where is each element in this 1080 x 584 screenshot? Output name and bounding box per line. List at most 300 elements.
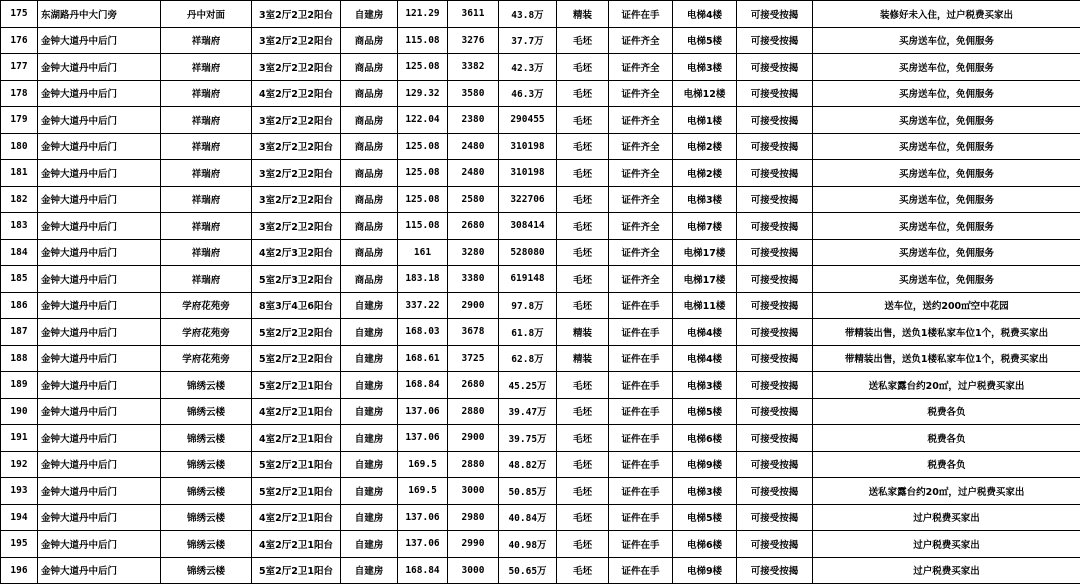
cell-unit-price: 2380 [448, 107, 499, 134]
cell-total-price: 308414 [499, 213, 557, 240]
cell-layout: 4室2厅2卫2阳台 [252, 80, 341, 107]
cell-certificate: 证件在手 [609, 425, 673, 452]
cell-layout: 3室2厅2卫2阳台 [252, 54, 341, 81]
cell-layout: 4室2厅2卫1阳台 [252, 398, 341, 425]
cell-row-number: 178 [1, 80, 38, 107]
cell-community: 祥瑞府 [161, 186, 252, 213]
cell-remarks: 买房送车位，免佣服务 [813, 107, 1080, 134]
cell-certificate: 证件齐全 [609, 107, 673, 134]
table-row [1, 398, 1080, 425]
cell-decoration: 毛坯 [557, 133, 609, 160]
cell-layout: 3室2厅2卫2阳台 [252, 27, 341, 54]
cell-total-price: 46.3万 [499, 80, 557, 107]
cell-certificate: 证件齐全 [609, 133, 673, 160]
cell-mortgage: 可接受按揭 [737, 186, 813, 213]
cell-mortgage: 可接受按揭 [737, 531, 813, 558]
cell-location: 金钟大道丹中后门 [38, 160, 161, 187]
cell-mortgage: 可接受按揭 [737, 319, 813, 346]
cell-community: 学府花苑旁 [161, 319, 252, 346]
cell-row-number: 195 [1, 531, 38, 558]
cell-mortgage: 可接受按揭 [737, 27, 813, 54]
cell-total-price: 42.3万 [499, 54, 557, 81]
cell-total-price: 310198 [499, 133, 557, 160]
cell-remarks: 带精装出售，送负1楼私家车位1个，税费买家出 [813, 345, 1080, 372]
cell-location: 金钟大道丹中后门 [38, 266, 161, 293]
cell-decoration: 毛坯 [557, 478, 609, 505]
cell-remarks: 买房送车位，免佣服务 [813, 27, 1080, 54]
cell-total-price: 37.7万 [499, 27, 557, 54]
cell-total-price: 62.8万 [499, 345, 557, 372]
cell-floor: 电梯7楼 [673, 213, 737, 240]
cell-property-type: 商品房 [341, 54, 398, 81]
cell-community: 锦绣云楼 [161, 504, 252, 531]
cell-total-price: 40.98万 [499, 531, 557, 558]
cell-total-price: 40.84万 [499, 504, 557, 531]
cell-location: 金钟大道丹中后门 [38, 372, 161, 399]
cell-community: 祥瑞府 [161, 213, 252, 240]
table-row [1, 54, 1080, 81]
cell-area: 125.08 [398, 54, 448, 81]
cell-total-price: 39.47万 [499, 398, 557, 425]
table-row [1, 133, 1080, 160]
cell-property-type: 自建房 [341, 319, 398, 346]
cell-row-number: 182 [1, 186, 38, 213]
cell-decoration: 毛坯 [557, 80, 609, 107]
cell-floor: 电梯4楼 [673, 319, 737, 346]
table-row [1, 1, 1080, 28]
cell-property-type: 自建房 [341, 531, 398, 558]
cell-layout: 5室2厅2卫2阳台 [252, 345, 341, 372]
cell-layout: 5室2厅2卫1阳台 [252, 451, 341, 478]
cell-location: 东湖路丹中大门旁 [38, 1, 161, 28]
table-row [1, 239, 1080, 266]
cell-remarks: 买房送车位，免佣服务 [813, 133, 1080, 160]
table-row [1, 292, 1080, 319]
cell-mortgage: 可接受按揭 [737, 266, 813, 293]
cell-certificate: 证件齐全 [609, 80, 673, 107]
cell-floor: 电梯11楼 [673, 292, 737, 319]
cell-layout: 3室2厅2卫2阳台 [252, 213, 341, 240]
cell-layout: 4室2厅2卫1阳台 [252, 531, 341, 558]
cell-property-type: 商品房 [341, 213, 398, 240]
cell-property-type: 商品房 [341, 186, 398, 213]
cell-floor: 电梯12楼 [673, 80, 737, 107]
cell-community: 祥瑞府 [161, 80, 252, 107]
cell-floor: 电梯6楼 [673, 425, 737, 452]
cell-layout: 4室2厅2卫1阳台 [252, 504, 341, 531]
cell-property-type: 自建房 [341, 345, 398, 372]
cell-floor: 电梯17楼 [673, 239, 737, 266]
cell-mortgage: 可接受按揭 [737, 398, 813, 425]
cell-total-price: 619148 [499, 266, 557, 293]
cell-row-number: 175 [1, 1, 38, 28]
cell-certificate: 证件齐全 [609, 160, 673, 187]
cell-area: 169.5 [398, 451, 448, 478]
cell-floor: 电梯5楼 [673, 27, 737, 54]
cell-mortgage: 可接受按揭 [737, 345, 813, 372]
cell-total-price: 322706 [499, 186, 557, 213]
table-row [1, 319, 1080, 346]
cell-row-number: 187 [1, 319, 38, 346]
cell-location: 金钟大道丹中后门 [38, 451, 161, 478]
cell-unit-price: 2880 [448, 451, 499, 478]
cell-decoration: 精装 [557, 345, 609, 372]
cell-floor: 电梯9楼 [673, 557, 737, 584]
cell-area: 121.29 [398, 1, 448, 28]
cell-total-price: 39.75万 [499, 425, 557, 452]
cell-layout: 5室2厅3卫2阳台 [252, 266, 341, 293]
table-row [1, 160, 1080, 187]
cell-remarks: 装修好未入住，过户税费买家出 [813, 1, 1080, 28]
cell-property-type: 商品房 [341, 133, 398, 160]
cell-unit-price: 3725 [448, 345, 499, 372]
cell-row-number: 186 [1, 292, 38, 319]
cell-area: 125.08 [398, 160, 448, 187]
cell-total-price: 97.8万 [499, 292, 557, 319]
cell-floor: 电梯3楼 [673, 372, 737, 399]
cell-floor: 电梯6楼 [673, 531, 737, 558]
cell-remarks: 过户税费买家出 [813, 504, 1080, 531]
cell-layout: 5室2厅2卫2阳台 [252, 319, 341, 346]
cell-location: 金钟大道丹中后门 [38, 319, 161, 346]
cell-unit-price: 3280 [448, 239, 499, 266]
cell-floor: 电梯3楼 [673, 54, 737, 81]
cell-mortgage: 可接受按揭 [737, 478, 813, 505]
cell-unit-price: 3000 [448, 478, 499, 505]
cell-location: 金钟大道丹中后门 [38, 425, 161, 452]
cell-mortgage: 可接受按揭 [737, 372, 813, 399]
cell-row-number: 193 [1, 478, 38, 505]
cell-location: 金钟大道丹中后门 [38, 292, 161, 319]
cell-unit-price: 2900 [448, 292, 499, 319]
cell-area: 161 [398, 239, 448, 266]
cell-decoration: 毛坯 [557, 292, 609, 319]
cell-remarks: 过户税费买家出 [813, 531, 1080, 558]
cell-unit-price: 3380 [448, 266, 499, 293]
cell-mortgage: 可接受按揭 [737, 292, 813, 319]
cell-location: 金钟大道丹中后门 [38, 54, 161, 81]
cell-floor: 电梯2楼 [673, 160, 737, 187]
cell-certificate: 证件在手 [609, 319, 673, 346]
cell-location: 金钟大道丹中后门 [38, 398, 161, 425]
cell-decoration: 毛坯 [557, 504, 609, 531]
cell-total-price: 48.82万 [499, 451, 557, 478]
cell-row-number: 180 [1, 133, 38, 160]
cell-layout: 4室2厅3卫2阳台 [252, 239, 341, 266]
cell-row-number: 179 [1, 107, 38, 134]
cell-floor: 电梯2楼 [673, 133, 737, 160]
cell-area: 137.06 [398, 504, 448, 531]
cell-remarks: 买房送车位，免佣服务 [813, 266, 1080, 293]
cell-area: 122.04 [398, 107, 448, 134]
cell-certificate: 证件在手 [609, 292, 673, 319]
cell-total-price: 310198 [499, 160, 557, 187]
table-row [1, 478, 1080, 505]
cell-area: 337.22 [398, 292, 448, 319]
cell-remarks: 税费各负 [813, 425, 1080, 452]
cell-property-type: 自建房 [341, 1, 398, 28]
cell-unit-price: 2680 [448, 213, 499, 240]
cell-unit-price: 3611 [448, 1, 499, 28]
cell-unit-price: 3276 [448, 27, 499, 54]
cell-remarks: 税费各负 [813, 451, 1080, 478]
table-row [1, 27, 1080, 54]
cell-decoration: 毛坯 [557, 451, 609, 478]
cell-remarks: 买房送车位，免佣服务 [813, 80, 1080, 107]
cell-location: 金钟大道丹中后门 [38, 213, 161, 240]
cell-property-type: 自建房 [341, 292, 398, 319]
cell-mortgage: 可接受按揭 [737, 1, 813, 28]
cell-certificate: 证件齐全 [609, 27, 673, 54]
cell-certificate: 证件在手 [609, 557, 673, 584]
cell-property-type: 商品房 [341, 80, 398, 107]
cell-property-type: 自建房 [341, 478, 398, 505]
cell-property-type: 自建房 [341, 425, 398, 452]
cell-community: 祥瑞府 [161, 54, 252, 81]
cell-property-type: 自建房 [341, 504, 398, 531]
cell-row-number: 181 [1, 160, 38, 187]
cell-property-type: 自建房 [341, 398, 398, 425]
cell-decoration: 毛坯 [557, 266, 609, 293]
table-row [1, 425, 1080, 452]
cell-layout: 3室2厅2卫2阳台 [252, 1, 341, 28]
cell-remarks: 买房送车位，免佣服务 [813, 239, 1080, 266]
cell-location: 金钟大道丹中后门 [38, 531, 161, 558]
cell-area: 183.18 [398, 266, 448, 293]
cell-area: 125.08 [398, 186, 448, 213]
cell-property-type: 商品房 [341, 27, 398, 54]
cell-community: 锦绣云楼 [161, 478, 252, 505]
cell-property-type: 自建房 [341, 372, 398, 399]
cell-layout: 4室2厅2卫1阳台 [252, 425, 341, 452]
cell-row-number: 177 [1, 54, 38, 81]
cell-unit-price: 3000 [448, 557, 499, 584]
cell-layout: 3室2厅2卫2阳台 [252, 160, 341, 187]
cell-row-number: 191 [1, 425, 38, 452]
cell-property-type: 商品房 [341, 107, 398, 134]
table-row [1, 80, 1080, 107]
cell-decoration: 毛坯 [557, 398, 609, 425]
cell-area: 129.32 [398, 80, 448, 107]
cell-row-number: 192 [1, 451, 38, 478]
cell-community: 祥瑞府 [161, 160, 252, 187]
cell-remarks: 送车位，送约200㎡空中花园 [813, 292, 1080, 319]
table-row [1, 186, 1080, 213]
cell-remarks: 买房送车位，免佣服务 [813, 54, 1080, 81]
cell-mortgage: 可接受按揭 [737, 451, 813, 478]
cell-remarks: 送私家露台约20㎡，过户税费买家出 [813, 478, 1080, 505]
cell-decoration: 毛坯 [557, 186, 609, 213]
table-row [1, 372, 1080, 399]
cell-community: 锦绣云楼 [161, 425, 252, 452]
cell-certificate: 证件在手 [609, 372, 673, 399]
cell-decoration: 精装 [557, 1, 609, 28]
cell-row-number: 183 [1, 213, 38, 240]
cell-layout: 3室2厅2卫2阳台 [252, 107, 341, 134]
cell-area: 115.08 [398, 27, 448, 54]
cell-decoration: 毛坯 [557, 54, 609, 81]
cell-total-price: 43.8万 [499, 1, 557, 28]
cell-decoration: 毛坯 [557, 160, 609, 187]
cell-mortgage: 可接受按揭 [737, 54, 813, 81]
table-row [1, 451, 1080, 478]
cell-certificate: 证件齐全 [609, 266, 673, 293]
table-row [1, 504, 1080, 531]
cell-community: 学府花苑旁 [161, 292, 252, 319]
cell-decoration: 毛坯 [557, 557, 609, 584]
table-row [1, 531, 1080, 558]
cell-property-type: 商品房 [341, 239, 398, 266]
cell-row-number: 190 [1, 398, 38, 425]
cell-remarks: 过户税费买家出 [813, 557, 1080, 584]
cell-certificate: 证件齐全 [609, 54, 673, 81]
cell-area: 137.06 [398, 398, 448, 425]
cell-mortgage: 可接受按揭 [737, 239, 813, 266]
cell-mortgage: 可接受按揭 [737, 504, 813, 531]
cell-layout: 3室2厅2卫2阳台 [252, 186, 341, 213]
cell-layout: 5室2厅2卫1阳台 [252, 478, 341, 505]
cell-area: 168.84 [398, 557, 448, 584]
table-row [1, 107, 1080, 134]
cell-total-price: 290455 [499, 107, 557, 134]
cell-certificate: 证件齐全 [609, 186, 673, 213]
cell-unit-price: 3580 [448, 80, 499, 107]
table-row [1, 345, 1080, 372]
cell-decoration: 毛坯 [557, 239, 609, 266]
cell-location: 金钟大道丹中后门 [38, 27, 161, 54]
cell-mortgage: 可接受按揭 [737, 213, 813, 240]
cell-certificate: 证件在手 [609, 345, 673, 372]
cell-floor: 电梯5楼 [673, 398, 737, 425]
cell-location: 金钟大道丹中后门 [38, 133, 161, 160]
cell-community: 祥瑞府 [161, 239, 252, 266]
cell-remarks: 买房送车位，免佣服务 [813, 213, 1080, 240]
cell-total-price: 61.8万 [499, 319, 557, 346]
cell-mortgage: 可接受按揭 [737, 133, 813, 160]
cell-certificate: 证件在手 [609, 398, 673, 425]
cell-community: 学府花苑旁 [161, 345, 252, 372]
cell-location: 金钟大道丹中后门 [38, 345, 161, 372]
cell-property-type: 自建房 [341, 557, 398, 584]
cell-property-type: 自建房 [341, 451, 398, 478]
cell-unit-price: 2990 [448, 531, 499, 558]
cell-row-number: 184 [1, 239, 38, 266]
cell-row-number: 196 [1, 557, 38, 584]
cell-certificate: 证件在手 [609, 504, 673, 531]
cell-certificate: 证件在手 [609, 531, 673, 558]
cell-mortgage: 可接受按揭 [737, 557, 813, 584]
cell-community: 锦绣云楼 [161, 531, 252, 558]
cell-floor: 电梯17楼 [673, 266, 737, 293]
cell-remarks: 买房送车位，免佣服务 [813, 186, 1080, 213]
cell-community: 祥瑞府 [161, 107, 252, 134]
cell-community: 锦绣云楼 [161, 451, 252, 478]
cell-unit-price: 2580 [448, 186, 499, 213]
cell-floor: 电梯4楼 [673, 345, 737, 372]
cell-total-price: 528080 [499, 239, 557, 266]
cell-area: 168.84 [398, 372, 448, 399]
cell-unit-price: 2480 [448, 160, 499, 187]
cell-area: 125.08 [398, 133, 448, 160]
cell-row-number: 188 [1, 345, 38, 372]
cell-unit-price: 2680 [448, 372, 499, 399]
cell-location: 金钟大道丹中后门 [38, 478, 161, 505]
cell-layout: 8室3厅4卫6阳台 [252, 292, 341, 319]
cell-property-type: 商品房 [341, 266, 398, 293]
cell-mortgage: 可接受按揭 [737, 425, 813, 452]
cell-unit-price: 3678 [448, 319, 499, 346]
cell-community: 锦绣云楼 [161, 398, 252, 425]
cell-community: 祥瑞府 [161, 266, 252, 293]
table-row [1, 213, 1080, 240]
cell-unit-price: 2480 [448, 133, 499, 160]
cell-location: 金钟大道丹中后门 [38, 107, 161, 134]
cell-row-number: 189 [1, 372, 38, 399]
cell-floor: 电梯5楼 [673, 504, 737, 531]
cell-area: 137.06 [398, 425, 448, 452]
cell-mortgage: 可接受按揭 [737, 80, 813, 107]
cell-mortgage: 可接受按揭 [737, 160, 813, 187]
cell-floor: 电梯9楼 [673, 451, 737, 478]
cell-certificate: 证件在手 [609, 478, 673, 505]
cell-community: 祥瑞府 [161, 133, 252, 160]
cell-area: 137.06 [398, 531, 448, 558]
table-row [1, 557, 1080, 584]
cell-unit-price: 2980 [448, 504, 499, 531]
cell-area: 168.61 [398, 345, 448, 372]
cell-unit-price: 2900 [448, 425, 499, 452]
cell-certificate: 证件齐全 [609, 213, 673, 240]
cell-row-number: 185 [1, 266, 38, 293]
cell-location: 金钟大道丹中后门 [38, 186, 161, 213]
listing-table-body [1, 1, 1080, 584]
cell-layout: 5室2厅2卫1阳台 [252, 372, 341, 399]
cell-floor: 电梯4楼 [673, 1, 737, 28]
cell-certificate: 证件在手 [609, 1, 673, 28]
cell-community: 祥瑞府 [161, 27, 252, 54]
cell-layout: 3室2厅2卫2阳台 [252, 133, 341, 160]
cell-row-number: 176 [1, 27, 38, 54]
table-row [1, 266, 1080, 293]
cell-decoration: 毛坯 [557, 27, 609, 54]
cell-community: 丹中对面 [161, 1, 252, 28]
cell-mortgage: 可接受按揭 [737, 107, 813, 134]
cell-remarks: 送私家露台约20㎡，过户税费买家出 [813, 372, 1080, 399]
cell-total-price: 50.85万 [499, 478, 557, 505]
cell-layout: 5室2厅2卫1阳台 [252, 557, 341, 584]
cell-floor: 电梯3楼 [673, 478, 737, 505]
cell-row-number: 194 [1, 504, 38, 531]
cell-decoration: 毛坯 [557, 107, 609, 134]
cell-total-price: 45.25万 [499, 372, 557, 399]
cell-certificate: 证件在手 [609, 451, 673, 478]
cell-location: 金钟大道丹中后门 [38, 557, 161, 584]
cell-unit-price: 3382 [448, 54, 499, 81]
cell-decoration: 毛坯 [557, 425, 609, 452]
cell-remarks: 带精装出售，送负1楼私家车位1个，税费买家出 [813, 319, 1080, 346]
cell-floor: 电梯3楼 [673, 186, 737, 213]
cell-location: 金钟大道丹中后门 [38, 239, 161, 266]
cell-remarks: 买房送车位，免佣服务 [813, 160, 1080, 187]
cell-decoration: 毛坯 [557, 531, 609, 558]
cell-remarks: 税费各负 [813, 398, 1080, 425]
cell-property-type: 商品房 [341, 160, 398, 187]
cell-area: 169.5 [398, 478, 448, 505]
cell-community: 锦绣云楼 [161, 557, 252, 584]
cell-community: 锦绣云楼 [161, 372, 252, 399]
cell-area: 168.03 [398, 319, 448, 346]
cell-floor: 电梯1楼 [673, 107, 737, 134]
